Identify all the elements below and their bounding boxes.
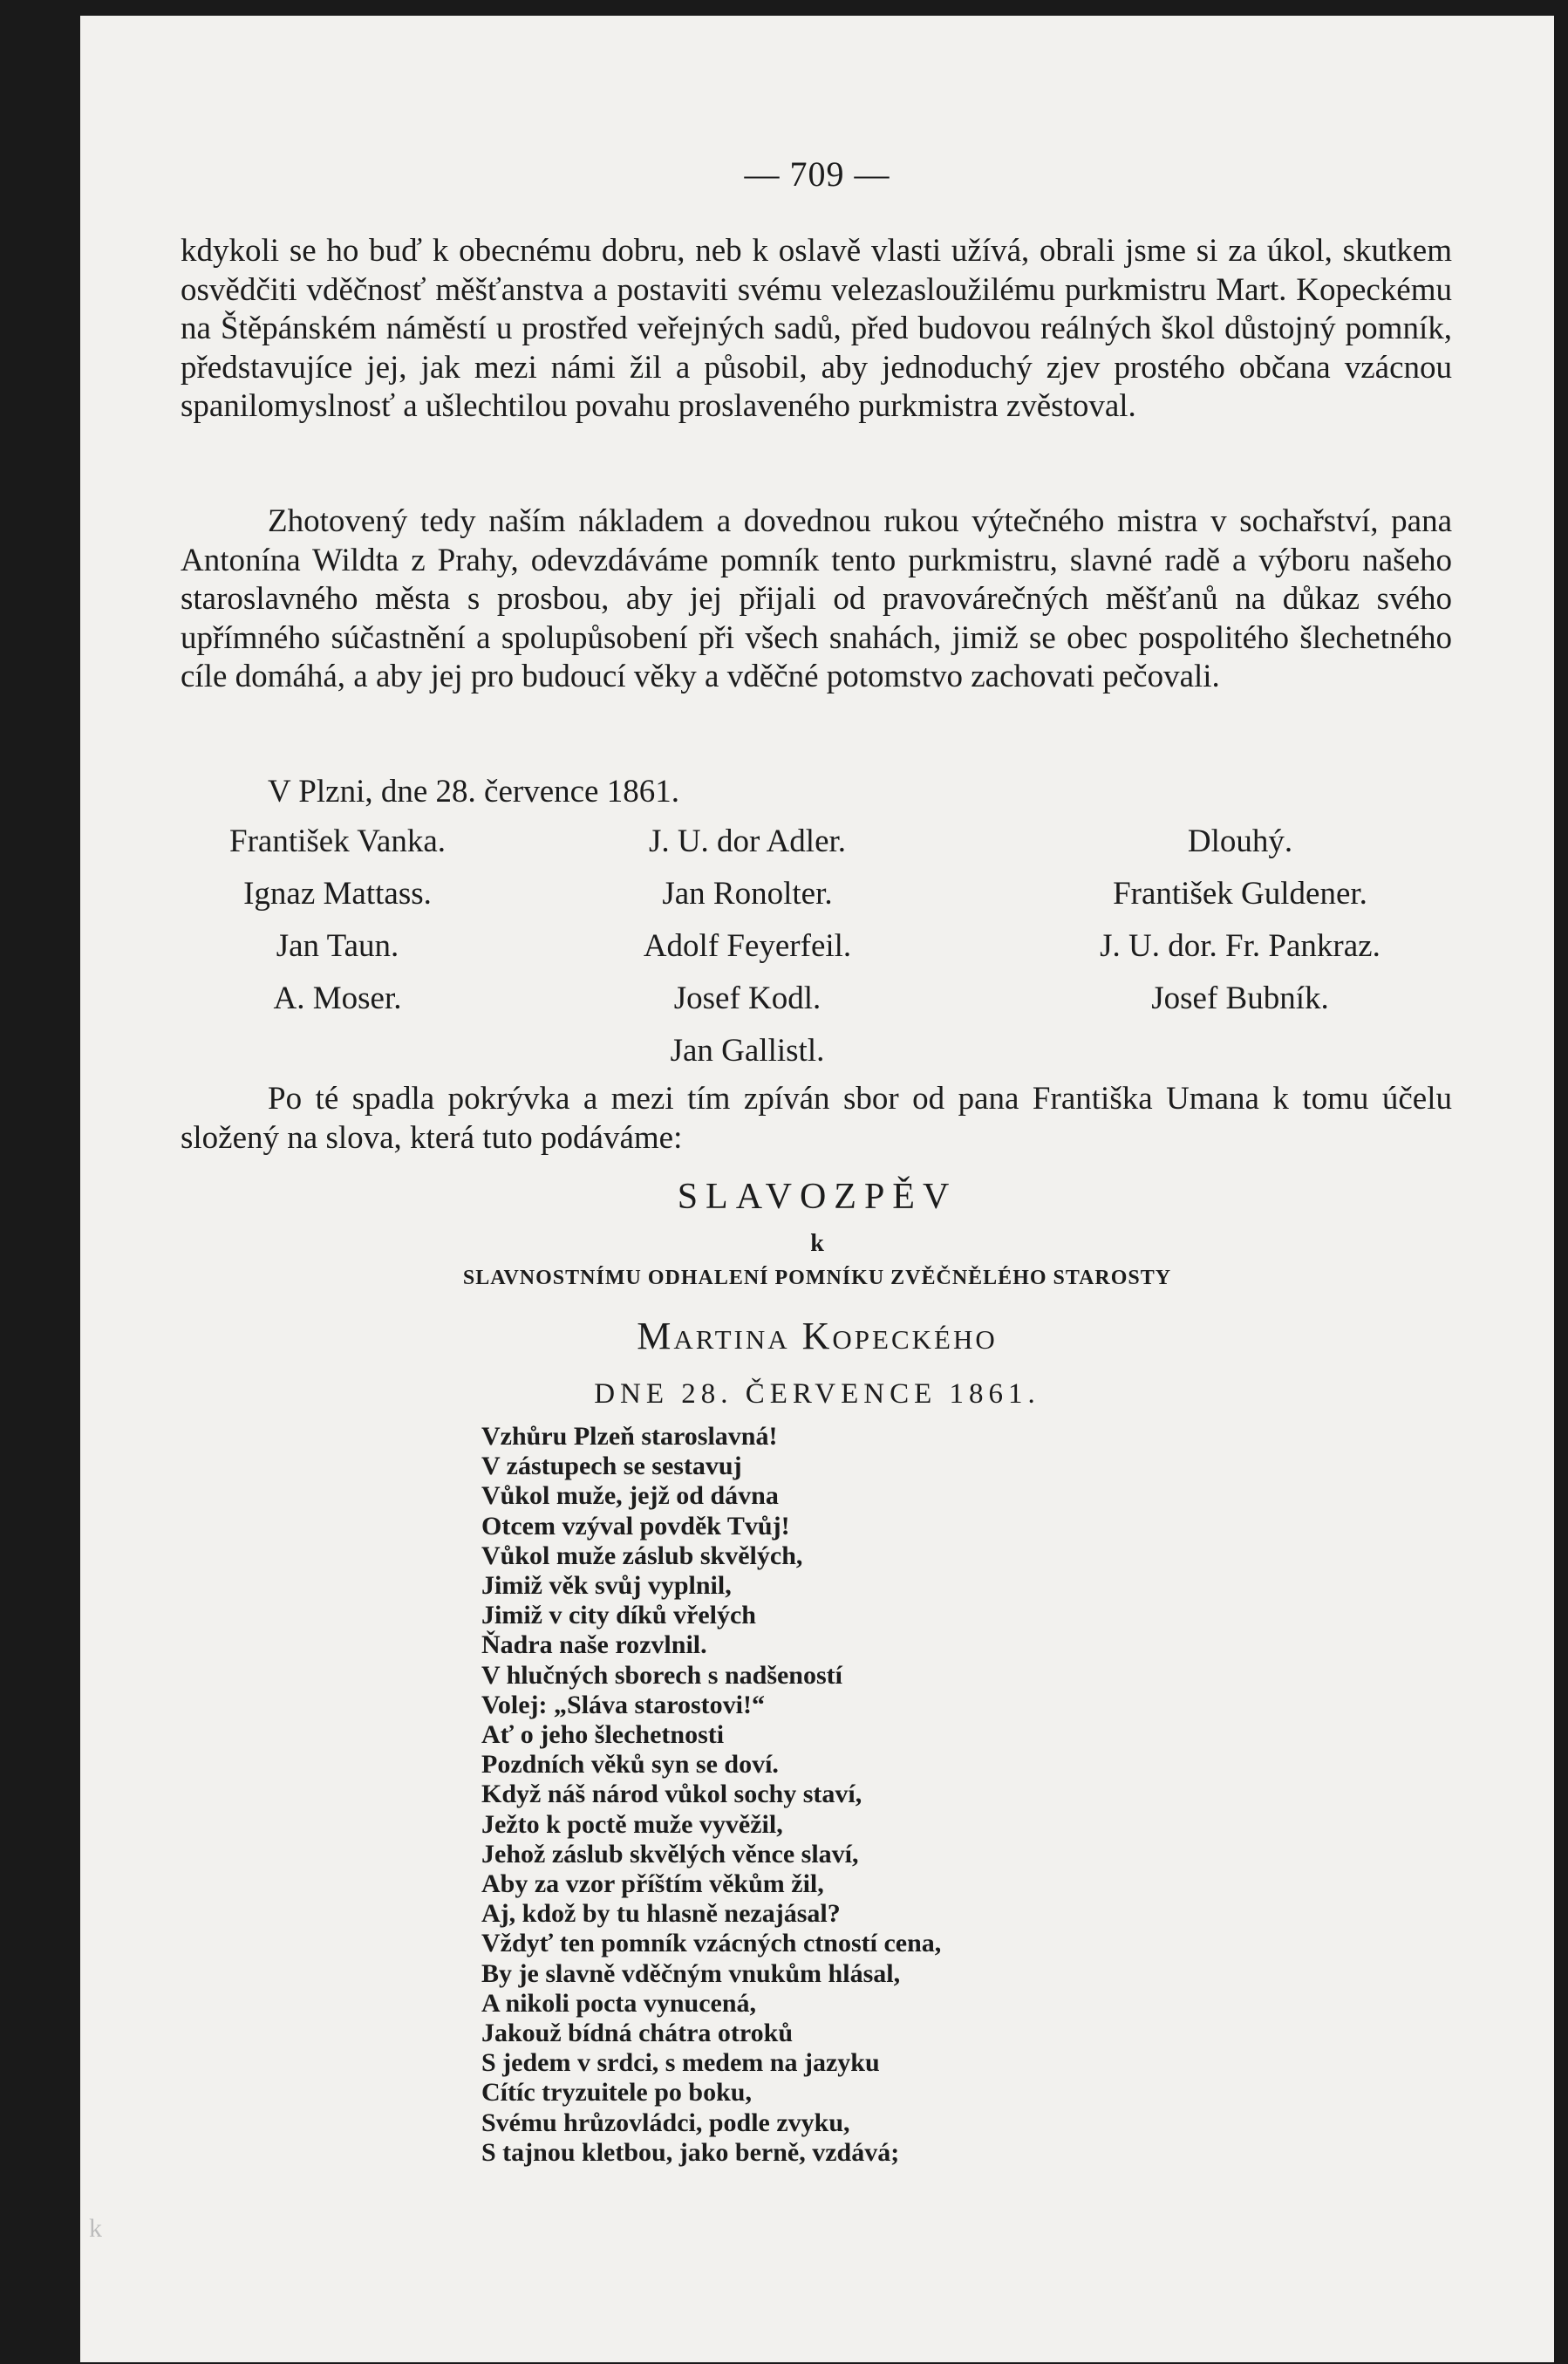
- verse-line: S tajnou kletbou, jako berně, vzdává;: [481, 2137, 900, 2167]
- signature: [1026, 1032, 1454, 1084]
- signature: Josef Kodl.: [673, 980, 821, 1016]
- verse-line: Otcem vzýval povděk Tvůj!: [481, 1511, 790, 1541]
- verse: [481, 1422, 1397, 2168]
- paragraph-1-text: kdykoli se ho buď k obecnému dobru, neb k oslavě vlasti užívá, obrali jsme si za úkol, skutkem osvědčiti vděčnosť měšťanstva a postaviti svému velezasloužilému purkmistru Mart. Kopeckému na Štěpánském náměstí u prostřed veřejných sadů, před budovou reálných škol důstojný pomník, představujíce jej, jak mezi námi žil a působil, aby jednoduchý zjev prostého občana vzácnou spanilomyslnosť a ušlechtilou povahu proslaveného purkmistra zvěstoval.: [181, 233, 1452, 424]
- verse-line: Svému hrůzovládci, podle zvyku,: [481, 2108, 850, 2137]
- verse-line: Jehož záslub skvělých věnce slaví,: [481, 1839, 859, 1869]
- verse-line: Ježto k poctě muže vyvěžil,: [481, 1809, 783, 1839]
- paragraph-3: [181, 1080, 1452, 1158]
- verse-line: S jedem v srdci, s medem na jazyku: [481, 2048, 880, 2078]
- paragraph-2: [181, 502, 1452, 697]
- verse-line: Jimiž v city díků vřelých: [481, 1601, 756, 1630]
- signature: Adolf Feyerfeil.: [643, 928, 852, 964]
- signatures-table: [207, 823, 1454, 1084]
- verse-line: Aby za vzor příštím věkům žil,: [481, 1869, 824, 1899]
- signature: František Vanka.: [229, 823, 446, 859]
- song-preposition: k: [810, 1230, 824, 1257]
- signature: Dlouhý.: [1187, 823, 1293, 859]
- signature: Jan Ronolter.: [662, 876, 833, 912]
- signature: J. U. dor. Fr. Pankraz.: [1100, 928, 1381, 964]
- verse-line: Cítíc tryzuitele po boku,: [481, 2078, 752, 2108]
- song-subtitle: SLAVNOSTNÍMU ODHALENÍ POMNÍKU ZVĚČNĚLÉHO STAROSTY: [462, 1267, 1172, 1289]
- signature-row: [207, 927, 1454, 980]
- verse-line: Vždyť ten pomník vzácných ctností cena,: [481, 1929, 942, 1958]
- verse-line: By je slavně vděčným vnukům hlásal,: [481, 1958, 901, 1988]
- signature: [207, 1032, 468, 1084]
- signature: František Guldener.: [1113, 876, 1367, 912]
- signature: A. Moser.: [273, 980, 402, 1016]
- song-date: DNE 28. ČERVENCE 1861.: [594, 1378, 1040, 1410]
- paragraph-1: [181, 232, 1452, 427]
- verse-line: V hlučných sborech s nadšeností: [481, 1660, 842, 1690]
- verse-line: Vzhůru Plzeň staroslavná!: [481, 1422, 778, 1451]
- signature-row: [207, 1032, 1454, 1084]
- signature: Jan Taun.: [276, 928, 399, 964]
- book-page: [80, 16, 1554, 2362]
- paragraph-2-text: Zhotovený tedy naším nákladem a dovednou rukou výtečného mistra v sochařství, pana Antonína Wildta z Prahy, odevzdáváme pomník tento purkmistru, slavné radě a výboru našeho staroslavného města s prosbou, aby jej přijali od pravovárečných měšťanů na důkaz svého upřímného súčastnění a spolupůsobení při všech snahách, jimiž se obec pospolitého šlechetného cíle domáhá, a aby jej pro budoucí věky a vděčné potomstvo zachovati pečovali.: [181, 503, 1452, 694]
- edge-mark: k: [89, 2214, 102, 2243]
- verse-line: Jimiž věk svůj vyplnil,: [481, 1571, 732, 1601]
- verse-line: Když náš národ vůkol sochy staví,: [481, 1780, 862, 1809]
- verse-line: Pozdních věků syn se doví.: [481, 1750, 779, 1780]
- song-title: SLAVOZPĚV: [677, 1177, 958, 1217]
- paragraph-3-text: Po té spadla pokrývka a mezi tím zpíván sbor od pana Františka Umana k tomu účelu složený na slova, která tuto podáváme:: [181, 1081, 1452, 1156]
- verse-line: Ňadra naše rozvlnil.: [481, 1630, 707, 1660]
- song-honoree-name: Martina Kopeckého: [637, 1315, 998, 1357]
- signature: Josef Bubník.: [1151, 980, 1329, 1016]
- verse-line: Aj, kdož by tu hlasně nezajásal?: [481, 1899, 841, 1929]
- verse-line: Vůkol muže, jejž od dávna: [481, 1481, 779, 1511]
- verse-line: V zástupech se sestavuj: [481, 1452, 742, 1481]
- dateline: V Plzni, dne 28. července 1861.: [268, 774, 679, 810]
- signature-row: [207, 875, 1454, 927]
- signature-row: [207, 823, 1454, 875]
- signature: J. U. dor Adler.: [648, 823, 847, 859]
- verse-line: Volej: „Sláva starostovi!“: [481, 1690, 765, 1719]
- verse-line: Vůkol muže záslub skvělých,: [481, 1541, 803, 1570]
- verse-line: A nikoli pocta vynucená,: [481, 1988, 757, 2018]
- signature: Ignaz Mattass.: [243, 876, 432, 912]
- signature: Jan Gallistl.: [670, 1033, 825, 1069]
- verse-line: Jakouž bídná chátra otroků: [481, 2019, 794, 2048]
- verse-line: Ať o jeho šlechetnosti: [481, 1720, 725, 1750]
- signature-row: [207, 980, 1454, 1032]
- page-number: — 709 —: [744, 154, 890, 194]
